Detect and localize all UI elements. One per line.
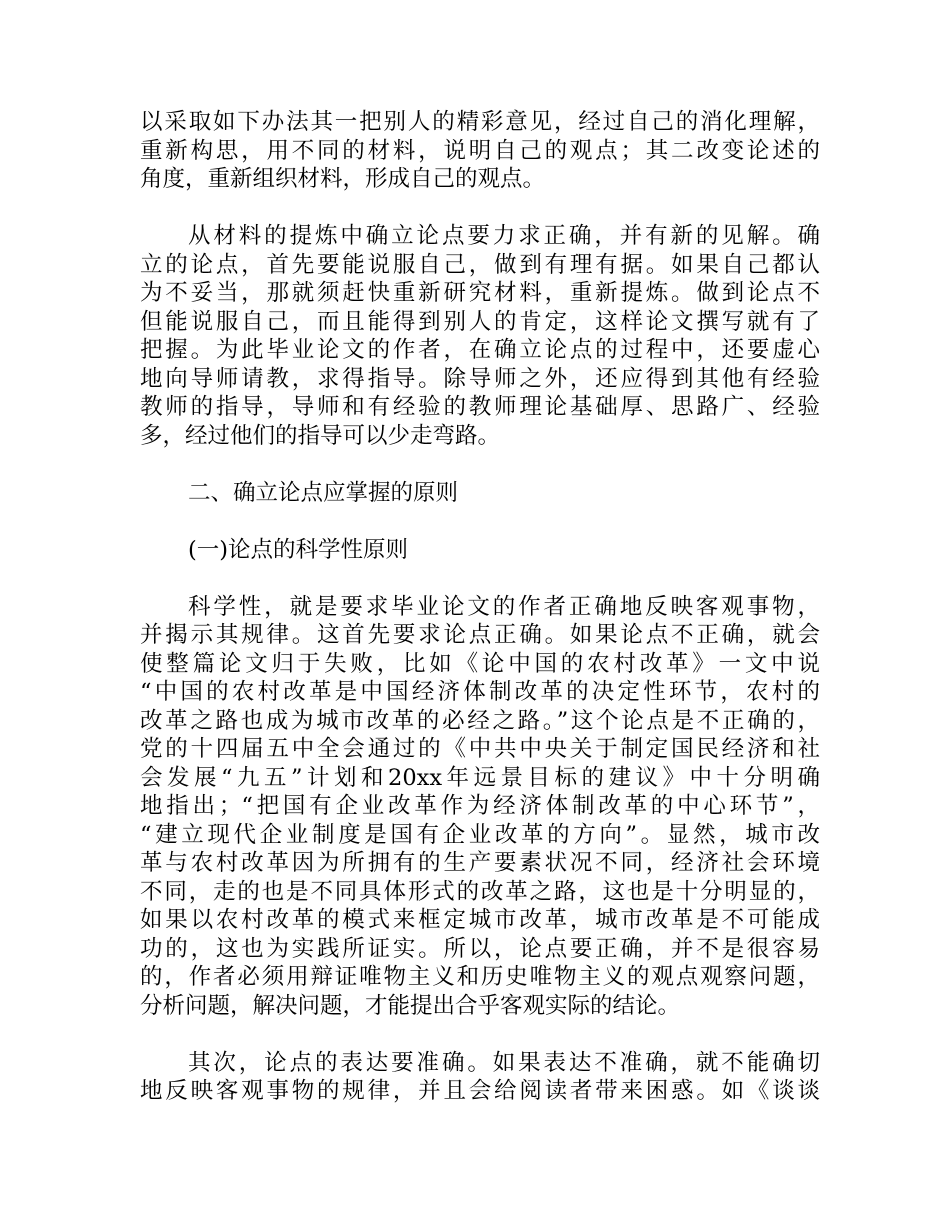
paragraph-line: 地向导师请教，求得指导。除导师之外，还应得到其他有经验 [140,365,820,392]
paragraph-line: 使整篇论文归于失败，比如《论中国的农村改革》一文中说 [140,650,820,677]
paragraph-line: “建立现代企业制度是国有企业改革的方向”。显然，城市改 [140,821,820,848]
paragraph-line: 功的，这也为实践所证实。所以，论点要正确，并不是很容易 [140,935,820,962]
paragraph-line: 教师的指导，导师和有经验的教师理论基础厚、思路广、经验 [140,394,820,420]
paragraph-line: 其次，论点的表达要准确。如果表达不准确，就不能确切 [188,1049,820,1076]
paragraph-line: 不同，走的也是不同具体形式的改革之路，这也是十分明显的， [140,878,820,905]
paragraph-1 [140,108,820,194]
paragraph-line: 从材料的提炼中确立论点要力求正确，并有新的见解。确 [188,223,820,249]
paragraph-4 [140,1049,820,1106]
paragraph-line: 把握。为此毕业论文的作者，在确立论点的过程中，还要虚心 [140,337,820,363]
paragraph-line: 分析问题，解决问题，才能提出合乎客观实际的结论。 [140,992,681,1019]
paragraph-line: 多，经过他们的指导可以少走弯路。 [140,422,501,449]
paragraph-line: 但能说服自己，而且能得到别人的肯定，这样论文撰写就有了 [140,308,820,335]
paragraph-line: 角度，重新组织材料，形成自己的观点。 [140,166,546,192]
paragraph-line: 会发展“九五”计划和20xx年远景目标的建议》中十分明确 [140,764,820,791]
paragraph-line: 的，作者必须用辩证唯物主义和历史唯物主义的观点观察问题， [140,964,820,990]
paragraph-line: 革与农村改革因为所拥有的生产要素状况不同，经济社会环境 [140,850,820,876]
paragraph-line: 并揭示其规律。这首先要求论点正确。如果论点不正确，就会 [140,622,820,648]
paragraph-line: 立的论点，首先要能说服自己，做到有理有据。如果自己都认 [140,251,820,278]
paragraph-line: 党的十四届五中全会通过的《中共中央关于制定国民经济和社 [140,736,820,762]
paragraph-2 [140,222,820,450]
paragraph-line: 地指出；“把国有企业改革作为经济体制改革的中心环节”， [140,793,820,819]
section-heading: 二、确立论点应掌握的原则 [188,479,459,506]
paragraph-line: 重新构思，用不同的材料，说明自己的观点；其二改变论述的 [140,137,820,164]
paragraph-line: 地反映客观事物的规律，并且会给阅读者带来困惑。如《谈谈 [140,1078,820,1104]
subsection-heading: (一)论点的科学性原则 [188,536,409,563]
document-page [140,108,820,1134]
paragraph-line: 科学性，就是要求毕业论文的作者正确地反映客观事物， [188,593,820,620]
paragraph-line: 为不妥当，那就须赶快重新研究材料，重新提炼。做到论点不 [140,280,820,306]
paragraph-line: 改革之路也成为城市改革的必经之路。”这个论点是不正确的， [140,707,820,734]
paragraph-3 [140,593,820,1021]
paragraph-line: 如果以农村改革的模式来框定城市改革，城市改革是不可能成 [140,907,820,933]
paragraph-line: “中国的农村改革是中国经济体制改革的决定性环节，农村的 [140,679,820,705]
paragraph-line: 以采取如下办法其一把别人的精彩意见，经过自己的消化理解， [140,109,820,135]
